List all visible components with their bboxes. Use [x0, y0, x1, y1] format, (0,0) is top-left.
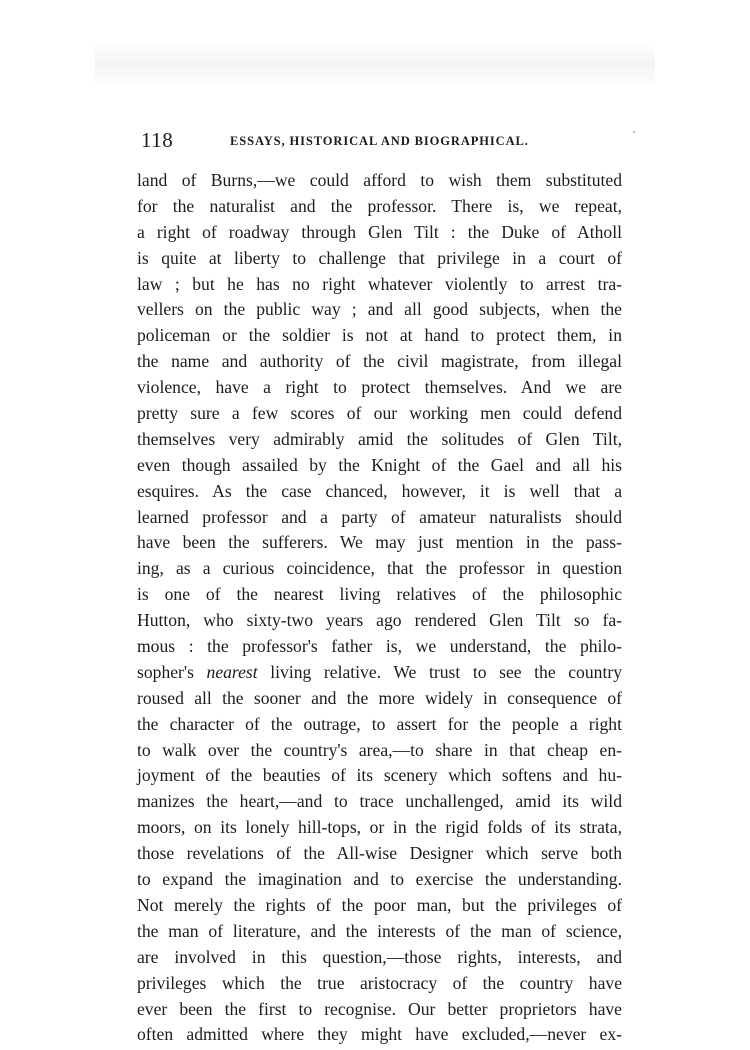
text-line: mous : the professor's father is, we understand, the philo- [137, 636, 622, 657]
text-line: moors, on its lonely hill-tops, or in the rigid folds of its strata, [137, 817, 622, 838]
text-line: those revelations of the All-wise Designer which serve both [137, 843, 622, 864]
text-line: roused all the sooner and the more widely in consequence of [137, 687, 622, 708]
text-line: the character of the outrage, to assert for the people a right [137, 713, 622, 734]
text-line: vellers on the public way ; and all good subjects, when the [137, 299, 622, 320]
page-header [141, 128, 621, 152]
text-line: policeman or the soldier is not at hand to protect them, in [137, 325, 622, 346]
text-line: are involved in this question,—those rights, interests, and [137, 946, 622, 967]
text-line: the man of literature, and the interests of the man of science, [137, 920, 622, 941]
scan-shadow [95, 40, 655, 90]
text-line: have been the sufferers. We may just mention in the pass- [137, 532, 622, 553]
ink-speck [633, 131, 635, 133]
text-line: is one of the nearest living relatives of the philosophic [137, 584, 622, 605]
text-line: violence, have a right to protect themselves. And we are [137, 377, 622, 398]
text-line: land of Burns,—we could afford to wish them substituted [137, 170, 622, 190]
text-line: learned professor and a party of amateur naturalists should [137, 506, 622, 527]
text-line: to walk over the country's area,—to share in that cheap en- [137, 739, 622, 760]
text-line [137, 660, 622, 686]
text-line: ing, as a curious coincidence, that the professor in question [137, 558, 622, 579]
text-line: Not merely the rights of the poor man, but the privileges of [137, 894, 622, 915]
text-line: pretty sure a few scores of our working men could defend [137, 403, 622, 424]
text-line: joyment of the beauties of its scenery which softens and hu- [137, 765, 622, 786]
text-line: often admitted where they might have excluded,—never ex- [137, 1024, 622, 1045]
text-line: themselves very admirably amid the solitudes of Glen Tilt, [137, 428, 622, 449]
text-line: for the naturalist and the professor. There is, we repeat, [137, 195, 622, 216]
text-fragment: sopher's [137, 661, 207, 682]
running-title: ESSAYS, HISTORICAL AND BIOGRAPHICAL. [230, 134, 529, 148]
text-line: Hutton, who sixty-two years ago rendered Glen Tilt so fa- [137, 610, 622, 631]
text-line: is quite at liberty to challenge that privilege in a court of [137, 247, 622, 268]
text-line: the name and authority of the civil magistrate, from illegal [137, 351, 622, 372]
text-line: to expand the imagination and to exercise the understanding. [137, 869, 622, 890]
text-line: a right of roadway through Glen Tilt : the Duke of Atholl [137, 221, 622, 242]
text-line: even though assailed by the Knight of the Gael and all his [137, 454, 622, 475]
text-line: ever been the first to recognise. Our better proprietors have [137, 998, 622, 1019]
text-line: manizes the heart,—and to trace unchallenged, amid its wild [137, 791, 622, 812]
italic-word: nearest [206, 661, 258, 682]
text-line: esquires. As the case chanced, however, it is well that a [137, 480, 622, 501]
body-text [137, 168, 622, 1048]
text-line: law ; but he has no right whatever violently to arrest tra- [137, 273, 622, 294]
text-fragment: living relative. We trust to see the country [257, 661, 622, 682]
text-line: privileges which the true aristocracy of the country have [137, 972, 622, 993]
page-number: 118 [141, 128, 174, 152]
